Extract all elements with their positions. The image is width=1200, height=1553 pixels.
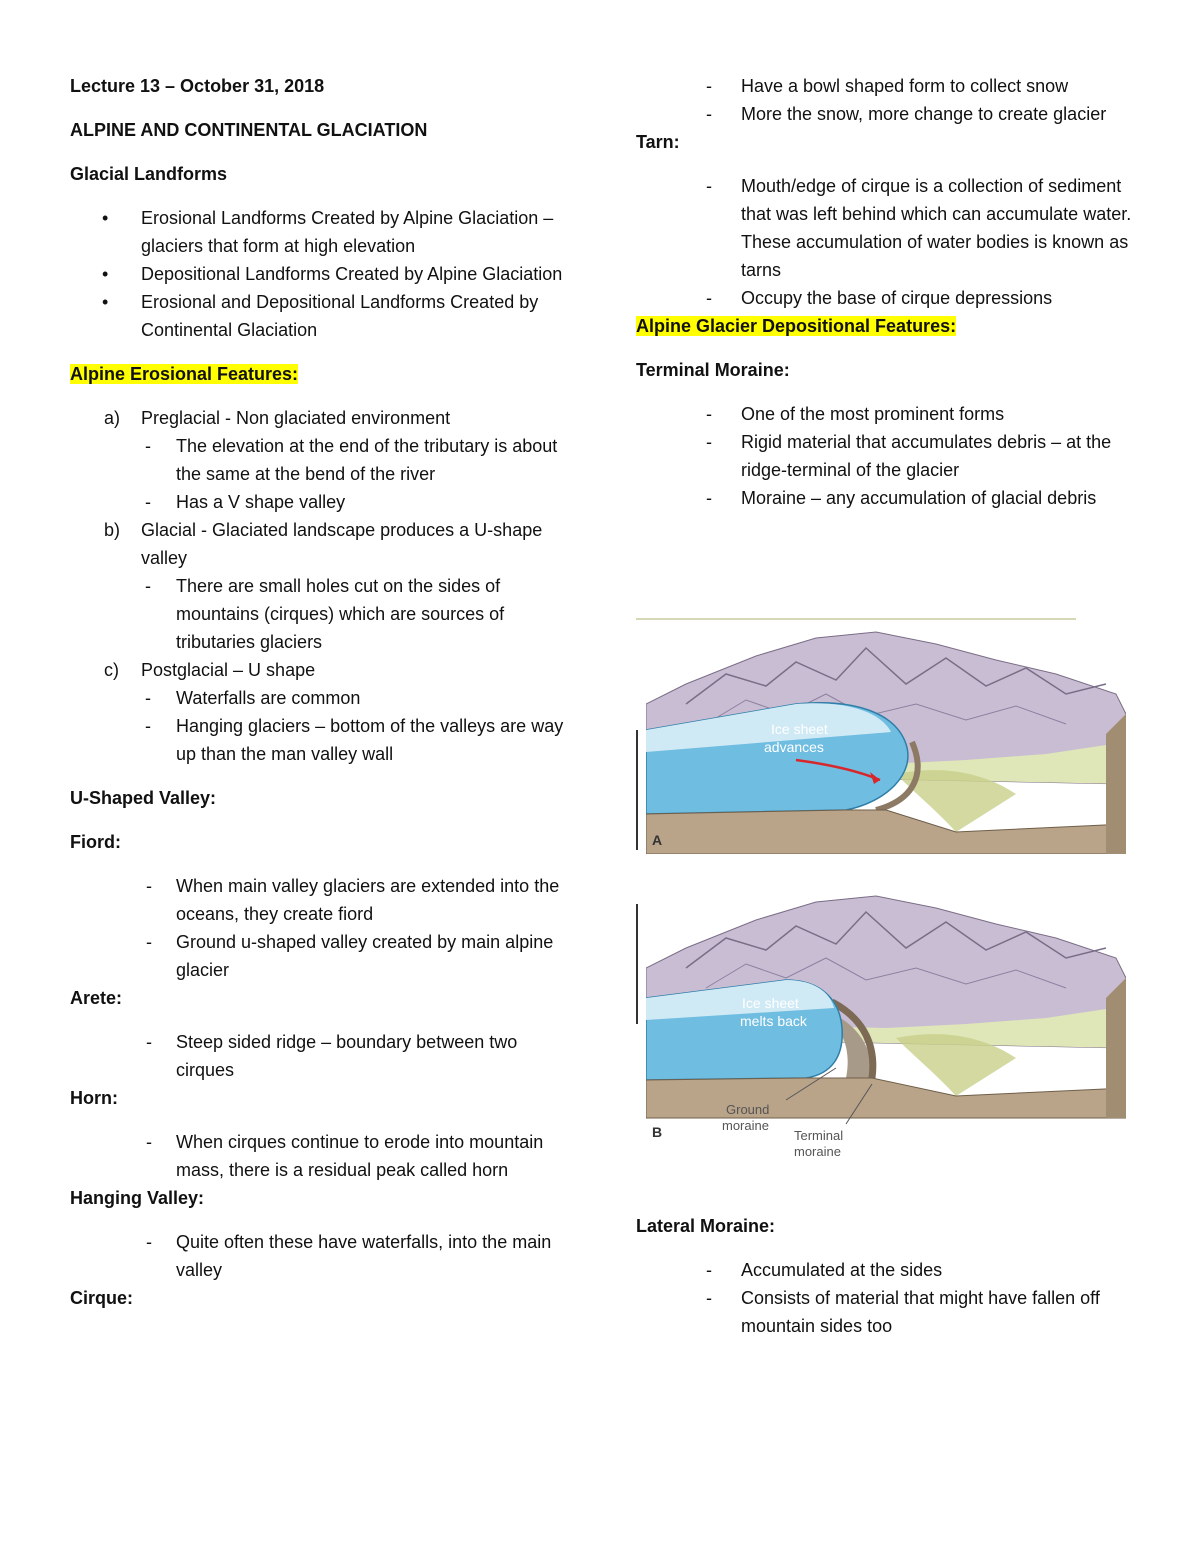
terminal-moraine-label: moraine	[794, 1144, 841, 1158]
ground-moraine-label: Ground	[726, 1102, 770, 1117]
list-item: - Rigid material that accumulates debris – at the ridge-terminal of the glacier	[706, 432, 1112, 480]
erosional-stages-list	[70, 404, 580, 768]
lateral-moraine-points	[636, 1256, 1136, 1340]
list-item: b) Glacial - Glaciated landscape produces a U-shape valley - There are small holes cut on the sides of mountains (cirques) which are sources of tributaries glaciers	[70, 516, 580, 656]
tarn-heading: Tarn:	[636, 132, 680, 152]
arete-heading: Arete:	[70, 988, 123, 1008]
list-item: - Mouth/edge of cirque is a collection of sediment that was left behind which can accumulate water. These accumulation of water bodies is known as tarns	[706, 176, 1132, 280]
terminal-moraine-heading: Terminal Moraine:	[636, 360, 790, 380]
horn-heading: Horn:	[70, 1088, 118, 1108]
list-item: - Ground u-shaped valley created by main alpine glacier	[146, 932, 554, 980]
lateral-moraine-section	[636, 1212, 1136, 1340]
list-item: a) Preglacial - Non glaciated environment - The elevation at the end of the tributary is about the same at the bend of the river - Has a V shape valley	[70, 404, 580, 516]
left-column	[70, 72, 580, 1312]
arete-points	[70, 1028, 580, 1084]
depositional-heading: Alpine Glacier Depositional Features:	[636, 316, 957, 336]
list-item: - Steep sided ridge – boundary between two cirques	[146, 1032, 518, 1080]
list-item: • Erosional Landforms Created by Alpine Glaciation – glaciers that form at high elevation	[70, 204, 580, 260]
list-item: - Waterfalls are common	[145, 688, 361, 708]
cirque-points	[636, 72, 1136, 128]
hanging-valley-points	[70, 1228, 580, 1284]
glacial-landforms-heading: Glacial Landforms	[70, 164, 228, 184]
list-item: - Has a V shape valley	[145, 492, 346, 512]
tarn-points	[636, 172, 1136, 312]
panel-a-diagram	[646, 624, 1126, 854]
panel-b-label: melts back	[740, 1013, 807, 1029]
bullet-icon: •	[102, 292, 109, 312]
alpine-erosional-heading: Alpine Erosional Features:	[70, 364, 299, 384]
list-item: - Quite often these have waterfalls, into the main valley	[146, 1232, 552, 1280]
fiord-heading: Fiord:	[70, 832, 121, 852]
list-item: - The elevation at the end of the tributary is about the same at the bend of the river	[145, 436, 558, 484]
panel-b-label: Ice sheet	[742, 995, 799, 1011]
cirque-heading: Cirque:	[70, 1288, 133, 1308]
list-item: - Moraine – any accumulation of glacial debris	[706, 488, 1097, 508]
list-item: • Erosional and Depositional Landforms Created by Continental Glaciation	[70, 288, 580, 344]
list-item: - Occupy the base of cirque depressions	[706, 288, 1053, 308]
figure-edge	[636, 730, 638, 850]
list-item: - Have a bowl shaped form to collect snow	[706, 76, 1069, 96]
list-item: - Hanging glaciers – bottom of the valleys are way up than the man valley wall	[145, 716, 564, 764]
panel-a-label: advances	[764, 739, 824, 755]
list-item: - Accumulated at the sides	[706, 1260, 943, 1280]
panel-a-label: Ice sheet	[771, 721, 828, 737]
list-item: - When cirques continue to erode into mountain mass, there is a residual peak called horn	[146, 1132, 544, 1180]
figure-edge	[636, 904, 638, 1024]
page-title: ALPINE AND CONTINENTAL GLACIATION	[70, 120, 428, 140]
horn-points	[70, 1128, 580, 1184]
moraine-figure	[636, 618, 1126, 1158]
right-column	[636, 72, 1136, 512]
list-item: - Consists of material that might have fallen off mountain sides too	[706, 1288, 1100, 1336]
hanging-valley-heading: Hanging Valley:	[70, 1188, 205, 1208]
bullet-icon: •	[102, 264, 109, 284]
u-shaped-valley-heading: U-Shaped Valley:	[70, 788, 217, 808]
list-item: - More the snow, more change to create glacier	[706, 104, 1107, 124]
list-item: - When main valley glaciers are extended into the oceans, they create fiord	[146, 876, 560, 924]
figure-divider	[636, 618, 1076, 620]
fiord-points	[70, 872, 580, 984]
panel-b-letter: B	[652, 1124, 663, 1140]
ground-moraine-label: moraine	[722, 1118, 769, 1133]
lecture-title: Lecture 13 – October 31, 2018	[70, 76, 325, 96]
landforms-list	[70, 204, 580, 344]
list-item: c) Postglacial – U shape - Waterfalls are common - Hanging glaciers – bottom of the valleys are way up than the man valley wall	[70, 656, 580, 768]
bullet-icon: •	[102, 208, 109, 228]
terminal-moraine-points	[636, 400, 1136, 512]
lateral-moraine-heading: Lateral Moraine:	[636, 1216, 776, 1236]
list-item: - There are small holes cut on the sides of mountains (cirques) which are sources of tributaries glaciers	[145, 576, 505, 652]
list-item: • Depositional Landforms Created by Alpine Glaciation	[70, 260, 580, 288]
panel-b-diagram	[646, 888, 1126, 1158]
list-item: - One of the most prominent forms	[706, 404, 1005, 424]
panel-a-letter: A	[652, 832, 663, 848]
terminal-moraine-label: Terminal	[794, 1128, 844, 1143]
